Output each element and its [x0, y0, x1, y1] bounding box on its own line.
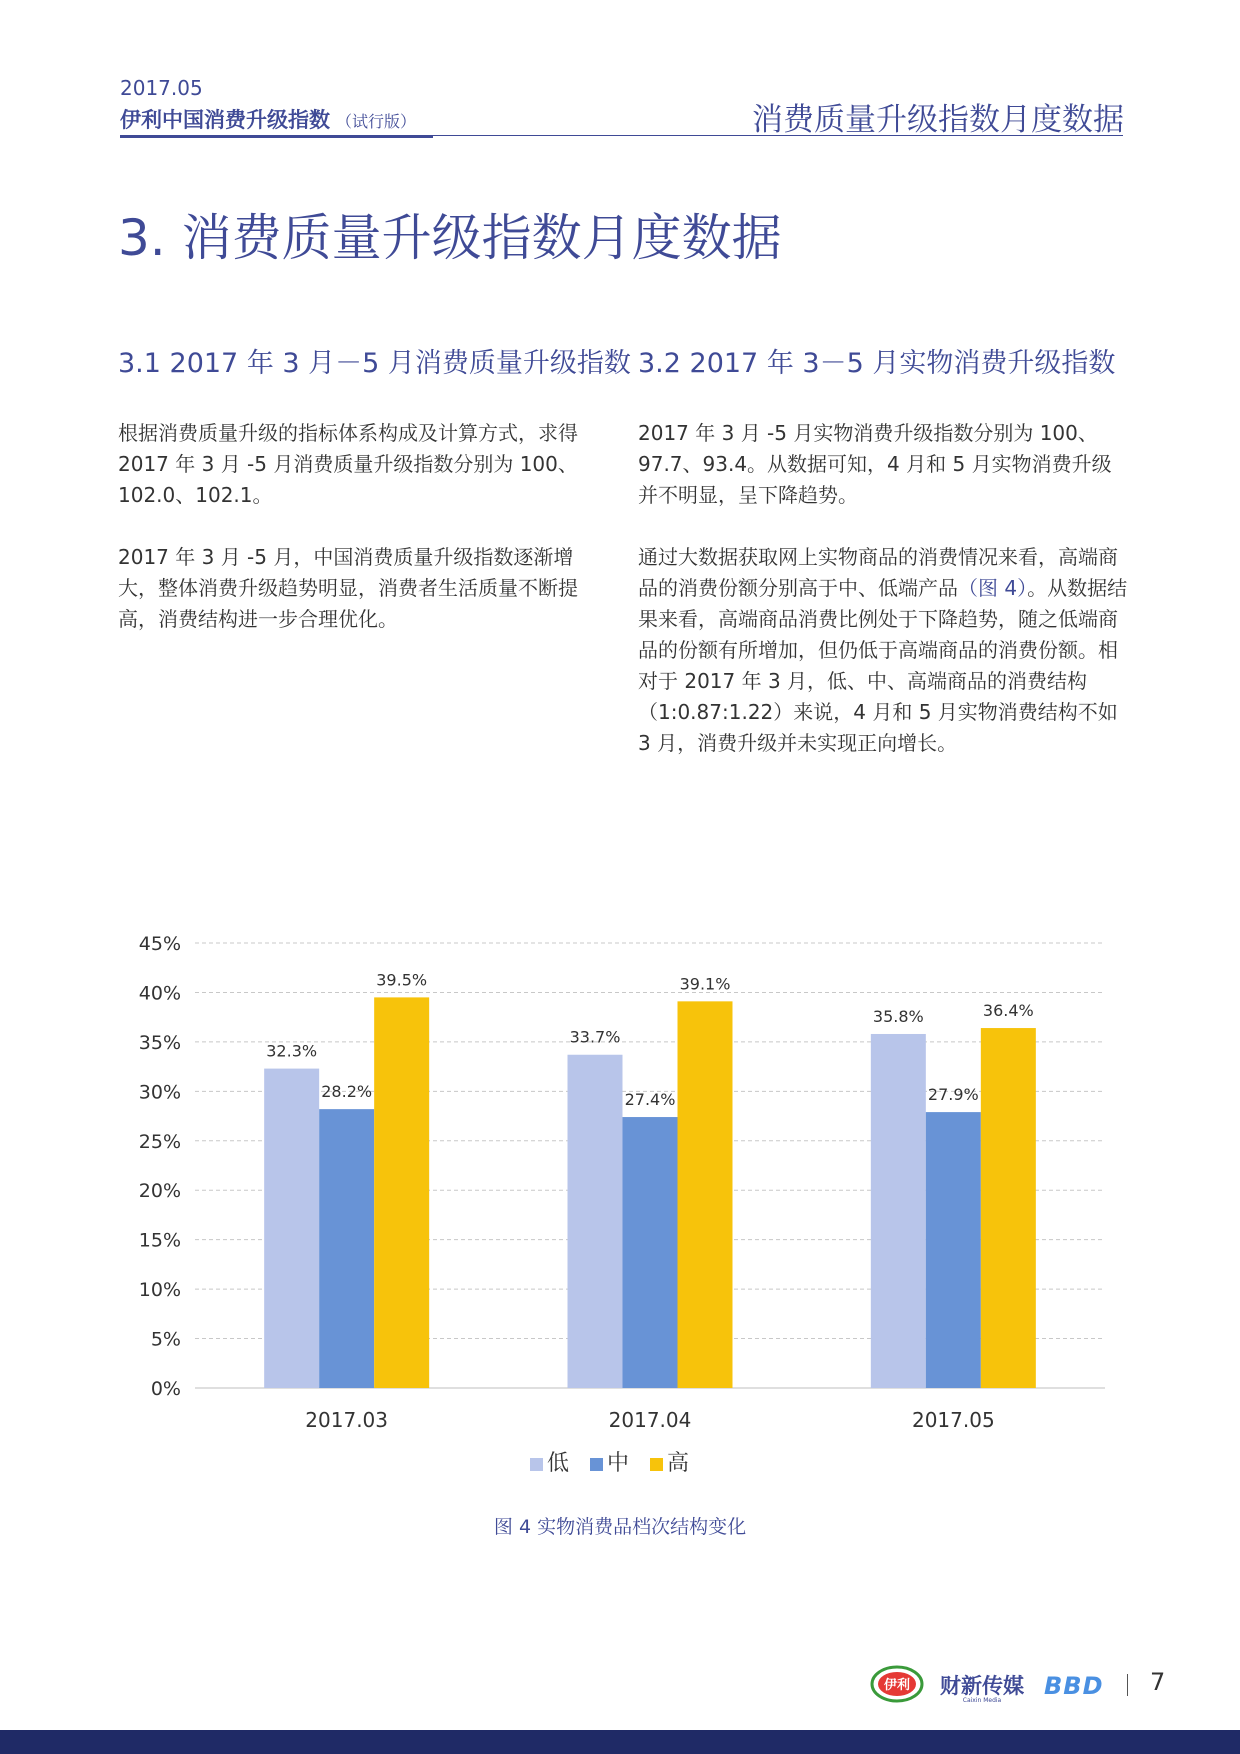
x-tick-label: 2017.04 — [608, 1408, 692, 1432]
bar — [926, 1112, 981, 1388]
yili-logo-text: 伊利 — [883, 1678, 911, 1693]
bar — [981, 1028, 1036, 1388]
caixin-logo-text: 财新传媒 — [940, 1674, 1024, 1698]
data-label: 27.4% — [624, 1090, 676, 1110]
bar — [623, 1117, 678, 1388]
data-label: 27.9% — [927, 1085, 979, 1105]
data-label: 35.8% — [872, 1006, 924, 1026]
right-paragraph-1: 2017 年 3 月 -5 月实物消费升级指数分别为 100、97.7、93.4。从数据可知，4 月和 5 月实物消费升级并不明显，呈下降趋势。 — [638, 421, 1112, 507]
y-tick-label: 5% — [150, 1328, 181, 1351]
bar — [319, 1109, 374, 1388]
x-tick-label: 2017.05 — [911, 1408, 995, 1432]
data-label: 39.1% — [679, 974, 731, 994]
y-tick-label: 0% — [150, 1378, 181, 1400]
legend-swatch-mid — [590, 1458, 603, 1471]
caixin-logo-en: Caixin Media — [962, 1697, 1002, 1704]
bar — [678, 1001, 733, 1388]
y-tick-label: 15% — [138, 1229, 181, 1252]
section-title: 3. 消费质量升级指数月度数据 — [118, 209, 782, 267]
figure-caption: 图 4 实物消费品档次结构变化 — [493, 1516, 747, 1538]
legend-swatch-high — [650, 1458, 663, 1471]
header-right-title: 消费质量升级指数月度数据 — [752, 102, 1124, 138]
left-paragraph-1: 根据消费质量升级的指标体系构成及计算方式，求得 2017 年 3 月 -5 月消费质量升级指数分别为 100、102.0、102.1。 — [118, 421, 578, 507]
footer-bar — [0, 1730, 1240, 1754]
right-paragraph-2-a: 通过大数据获取网上实物商品的消费情况来看，高端商品的消费份额分别高于中、低端产品 — [638, 545, 1118, 600]
page-number-separator — [1127, 1674, 1128, 1696]
legend-label-high: 高 — [667, 1451, 690, 1476]
legend-item-high — [650, 1451, 689, 1476]
right-paragraph-2-b: 。从数据结果来看，高端商品消费比例处于下降趋势，随之低端商品的份额有所增加，但仍低于高端商品的消费份额。相对于 2017 年 3 月，低、中、高端商品的消费结构（1:0.87:1.22）来说，4 月和 5 月实物消费结构不如 3 月，消费升级并未实现正向增长。 — [638, 576, 1128, 755]
y-tick-label: 10% — [138, 1279, 181, 1302]
right-paragraph-2 — [638, 542, 1128, 759]
bar-chart — [110, 915, 1130, 1475]
y-tick-label: 25% — [138, 1130, 181, 1153]
data-label: 33.7% — [569, 1027, 621, 1047]
left-paragraph-2: 2017 年 3 月 -5 月，中国消费质量升级指数逐渐增大，整体消费升级趋势明显，消费者生活质量不断提高，消费结构进一步合理优化。 — [118, 545, 578, 631]
bar — [264, 1069, 319, 1388]
legend-item-low — [530, 1451, 569, 1476]
header-trial: （试行版） — [336, 112, 417, 131]
right-subtitle: 3.2 2017 年 3－5 月实物消费升级指数 — [638, 348, 1116, 379]
data-label: 32.3% — [266, 1041, 318, 1061]
x-tick-label: 2017.03 — [305, 1408, 389, 1432]
data-label: 39.5% — [376, 970, 428, 990]
bar-chart-svg — [110, 915, 1130, 1435]
y-tick-label: 35% — [138, 1031, 181, 1054]
header-title — [120, 104, 416, 134]
y-tick-label: 30% — [138, 1081, 181, 1104]
legend-label-mid: 中 — [607, 1451, 630, 1476]
figure-reference-link[interactable]: （图 4） — [958, 576, 1028, 600]
chart-legend — [530, 1446, 703, 1477]
bbd-logo: BBD — [1044, 1672, 1104, 1700]
legend-swatch-low — [530, 1458, 543, 1471]
legend-label-low: 低 — [547, 1451, 570, 1476]
y-tick-label: 45% — [138, 933, 181, 955]
left-subtitle: 3.1 2017 年 3 月－5 月消费质量升级指数 — [118, 348, 631, 379]
header-date: 2017.05 — [120, 76, 203, 100]
data-label: 36.4% — [982, 1001, 1034, 1021]
yili-logo — [870, 1664, 924, 1704]
page-number: 7 — [1150, 1668, 1166, 1696]
y-tick-label: 40% — [138, 982, 181, 1005]
caixin-logo — [940, 1670, 1024, 1704]
header-rule — [120, 135, 433, 138]
bar — [568, 1055, 623, 1388]
header-title-text: 伊利中国消费升级指数 — [120, 108, 330, 132]
bar — [871, 1034, 926, 1388]
bar — [374, 997, 429, 1388]
data-label: 28.2% — [321, 1082, 373, 1102]
legend-item-mid — [590, 1451, 629, 1476]
y-tick-label: 20% — [138, 1180, 181, 1203]
